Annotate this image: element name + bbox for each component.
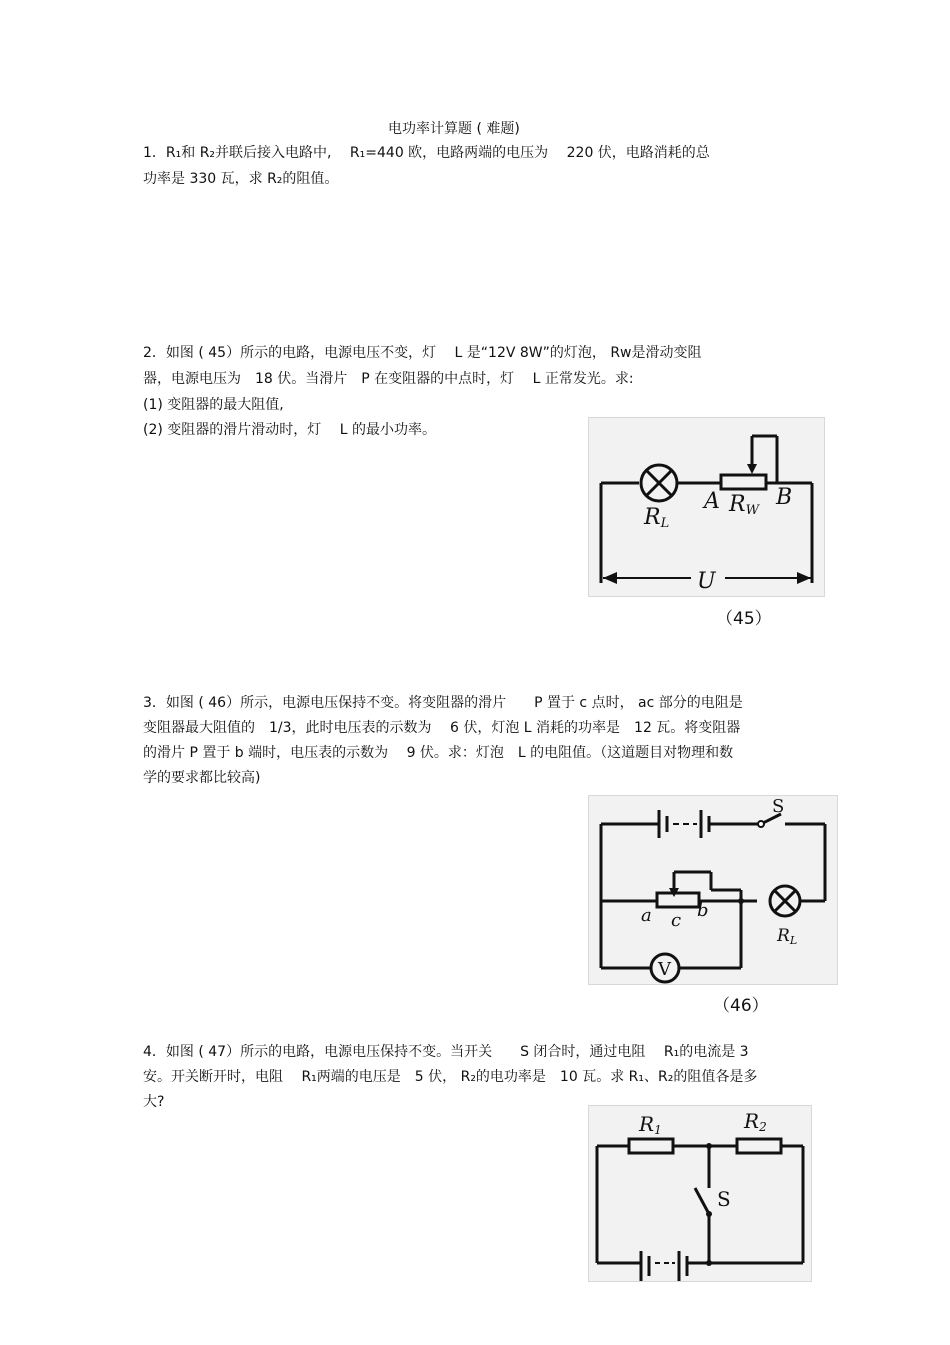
q1-line1: 1．R₁和 R₂并联后接入电路中, R₁=440 欧，电路两端的电压为 220 伏，电路消耗的总 xyxy=(143,145,710,161)
fig47-s-label: S xyxy=(717,1187,731,1211)
figure-47 xyxy=(588,1105,812,1282)
fig45-lamp-label: RL xyxy=(644,505,670,531)
fig46-s-label: S xyxy=(772,796,785,817)
q2-line1: 2．如图 ( 45）所示的电路，电源电压不变，灯 L 是“12V 8W”的灯泡， Rw是滑动变阻 xyxy=(143,345,702,361)
fig47-r2-label: R2 xyxy=(744,1109,767,1134)
fig46-v-label: V xyxy=(658,959,671,980)
page-title: 电功率计算题 ( 难题) xyxy=(388,121,520,137)
q2-line3: (1) 变阻器的最大阻值, xyxy=(143,397,284,413)
figure-45 xyxy=(588,417,825,597)
fig46-lamp-label: RL xyxy=(777,926,798,947)
fig45-u-label: U xyxy=(697,569,716,594)
fig45-rw-label: RW xyxy=(729,492,759,518)
fig46-b-label: b xyxy=(697,900,709,921)
figure-45-caption: （45） xyxy=(716,609,772,629)
fig46-c-label: c xyxy=(671,910,682,931)
fig46-a-label: a xyxy=(641,905,652,926)
q2-line4: (2) 变阻器的滑片滑动时，灯 L 的最小功率。 xyxy=(143,422,436,438)
q3-line2: 变阻器最大阻值的 1/3，此时电压表的示数为 6 伏，灯泡 L 消耗的功率是 12 瓦。将变阻器 xyxy=(143,720,741,736)
q1-line2: 功率是 330 瓦，求 R₂的阻值。 xyxy=(143,171,339,187)
fig45-b-label: B xyxy=(776,485,793,510)
q2-line2: 器，电源电压为 18 伏。当滑片 P 在变阻器的中点时，灯 L 正常发光。求: xyxy=(143,371,634,387)
q3-line1: 3．如图 ( 46）所示，电源电压保持不变。将变阻器的滑片 P 置于 c 点时， ac 部分的电阻是 xyxy=(143,695,743,711)
q4-line1: 4．如图 ( 47）所示的电路，电源电压保持不变。当开关 S 闭合时，通过电阻 R₁的电流是 3 xyxy=(143,1044,749,1060)
fig45-a-label: A xyxy=(704,489,720,514)
figure-46-caption: （46） xyxy=(713,996,769,1016)
q3-line4: 学的要求都比较高) xyxy=(143,770,261,786)
q3-line3: 的滑片 P 置于 b 端时，电压表的示数为 9 伏。求：灯泡 L 的电阻值。（这道题目对物理和数 xyxy=(143,745,734,761)
q4-line3: 大? xyxy=(143,1094,165,1110)
fig47-r1-label: R1 xyxy=(639,1112,662,1137)
q4-line2: 安。开关断开时，电阻 R₁两端的电压是 5 伏， R₂的电功率是 10 瓦。求 R₁、R₂的阻值各是多 xyxy=(143,1069,758,1085)
figure-46 xyxy=(588,795,838,985)
